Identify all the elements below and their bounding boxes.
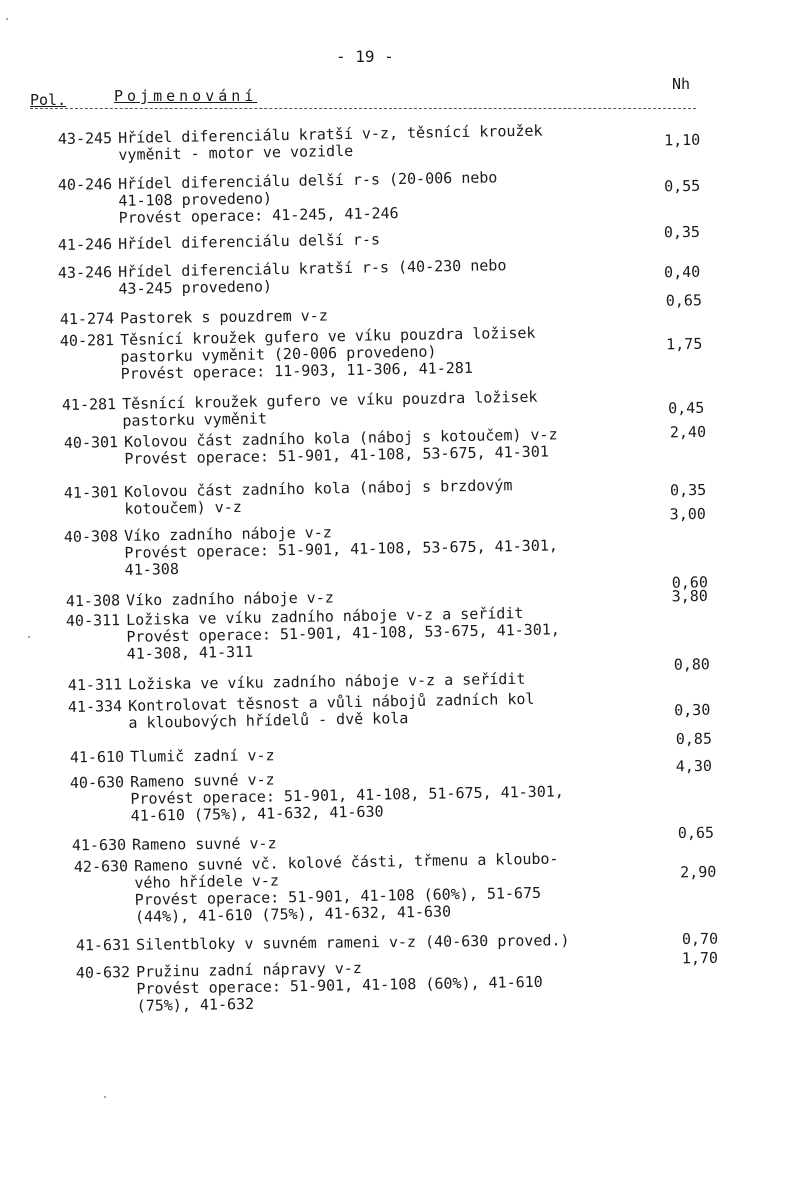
norm-hours: 2,90 [680, 862, 717, 882]
position-code: 41-281 [61, 395, 117, 414]
position-code: 41-308 [65, 591, 121, 611]
operation-description: Rameno suvné v-z Provést operace: 51-901, 41-108, 51-675, 41-301, 41-610 (75%), 41-632, 41-630 [129, 770, 564, 825]
operation-description: Silentbloky v suvném rameni v-z (40-630 proved.) [135, 931, 570, 954]
operation-description: Víko zadního náboje v-z Provést operace: 51-901, 41-108, 53-675, 41-301, 41-308 [123, 523, 558, 579]
position-code: 40-281 [59, 331, 115, 350]
position-code: 41-631 [75, 935, 131, 955]
column-header-nh: Nh [672, 75, 691, 93]
position-code: 40-308 [63, 527, 119, 546]
norm-hours: 0,30 [674, 700, 711, 720]
operation-description: Rameno suvné vč. kolové části, třmenu a kloubo- vého hřídele v-z Provést operace: 51-901, 41-108 (60%), 51-675 (44%), 41-610 (75%), 41-632, 41-630 [133, 849, 559, 926]
scan-speck [6, 18, 8, 20]
norm-hours: 1,10 [663, 130, 701, 150]
operation-description: Rameno suvné v-z [131, 834, 277, 854]
norm-hours: 0,60 [671, 573, 709, 592]
operation-description: Těsnící kroužek gufero ve víku pouzdra ložisek pastorku vyměnit (20-006 provedeno) Provést operace: 11-903, 11-306, 41-281 [119, 323, 536, 383]
position-code: 40-301 [63, 433, 119, 452]
operation-description: Hřídel diferenciálu delší r-s [117, 230, 381, 253]
norm-hours: 0,65 [665, 291, 703, 310]
norm-hours: 0,45 [668, 398, 705, 418]
operation-description: Kontrolovat těsnost a vůli nábojů zadních kol a kloubových hřídelů - dvě kola [127, 689, 535, 732]
table-row [14, 823, 800, 855]
table-row [18, 929, 800, 955]
operation-description: Kolovou část zadního kola (náboj s kotoučem) v-z Provést operace: 51-901, 41-108, 53-675, 41-301 [123, 425, 558, 468]
operation-description: Víko zadního náboje v-z [125, 588, 334, 610]
table-row [2, 291, 800, 329]
norm-hours: 3,80 [671, 586, 708, 606]
norm-hours: 0,85 [675, 729, 713, 749]
norm-hours: 0,70 [681, 929, 719, 949]
position-code: 40-630 [69, 773, 125, 792]
norm-hours: 1,75 [666, 334, 703, 354]
operation-description: Ložiska ve víku zadního náboje v-z a seřídit [127, 669, 526, 694]
scan-speck [104, 1096, 106, 1098]
operation-description: Tlumič zadní v-z [129, 746, 275, 766]
operation-description: Hřídel diferenciálu delší r-s (20-006 nebo 41-108 provedeno) Provést operace: 41-245, 41-246 [117, 168, 498, 227]
norm-hours: 4,30 [675, 756, 713, 776]
position-code: 41-610 [69, 747, 125, 767]
column-header-name: Pojmenování [114, 87, 258, 105]
position-code: 40-311 [65, 611, 121, 630]
norm-hours: 3,00 [669, 504, 706, 524]
norm-hours: 1,70 [681, 948, 719, 968]
position-code: 41-301 [63, 483, 119, 502]
norm-hours: 2,40 [669, 422, 707, 442]
column-header-pol: Pol. [30, 91, 67, 109]
position-code: 40-632 [75, 963, 131, 982]
operation-description: Pastorek s pouzdrem v-z [119, 306, 328, 328]
norm-hours: 0,55 [663, 176, 701, 196]
position-code: 41-246 [57, 235, 113, 254]
table-row [6, 504, 800, 579]
table-row [0, 164, 800, 227]
norm-hours: 0,65 [677, 823, 715, 843]
position-code: 42-630 [73, 857, 129, 876]
table-row [18, 948, 800, 1015]
operation-description: Hřídel diferenciálu kratší r-s (40-230 nebo 43-245 provedeno) [117, 256, 507, 298]
operation-description: Hřídel diferenciálu kratší v-z, těsnící kroužek vyměnit - motor ve vozidle [117, 121, 543, 164]
page-number: - 19 - [336, 47, 394, 66]
operation-description: Kolovou část zadního kola (náboj s brzdovým kotoučem) v-z [123, 476, 513, 518]
operation-description: Pružinu zadní nápravy v-z Provést operace: 51-901, 41-108 (60%), 41-610 (75%), 41-632 [135, 959, 543, 1015]
norm-hours: 0,80 [673, 655, 711, 674]
position-code: 40-246 [57, 175, 113, 194]
norm-hours: 0,35 [663, 222, 701, 242]
position-code: 43-245 [57, 129, 113, 148]
table-row [0, 118, 800, 164]
position-code: 41-334 [67, 697, 123, 716]
position-code: 41-274 [59, 309, 115, 329]
norm-hours: 0,40 [663, 262, 701, 282]
operation-description: Těsnící kroužek gufero ve víku pouzdra ložisek pastorku vyměnit [121, 387, 538, 430]
table-row [0, 252, 800, 298]
position-code: 43-246 [57, 263, 113, 282]
position-code: 41-311 [67, 675, 123, 695]
table-row [10, 655, 800, 695]
norm-hours: 0,35 [669, 480, 707, 500]
header-divider [30, 108, 696, 109]
position-code: 41-630 [71, 835, 127, 855]
operation-description: Ložiska ve víku zadního náboje v-z a seřídit Provést operace: 51-901, 41-108, 53-675, 41-301, 41-308, 41-311 [125, 604, 560, 663]
table-row [4, 384, 800, 430]
scan-speck [28, 636, 30, 638]
